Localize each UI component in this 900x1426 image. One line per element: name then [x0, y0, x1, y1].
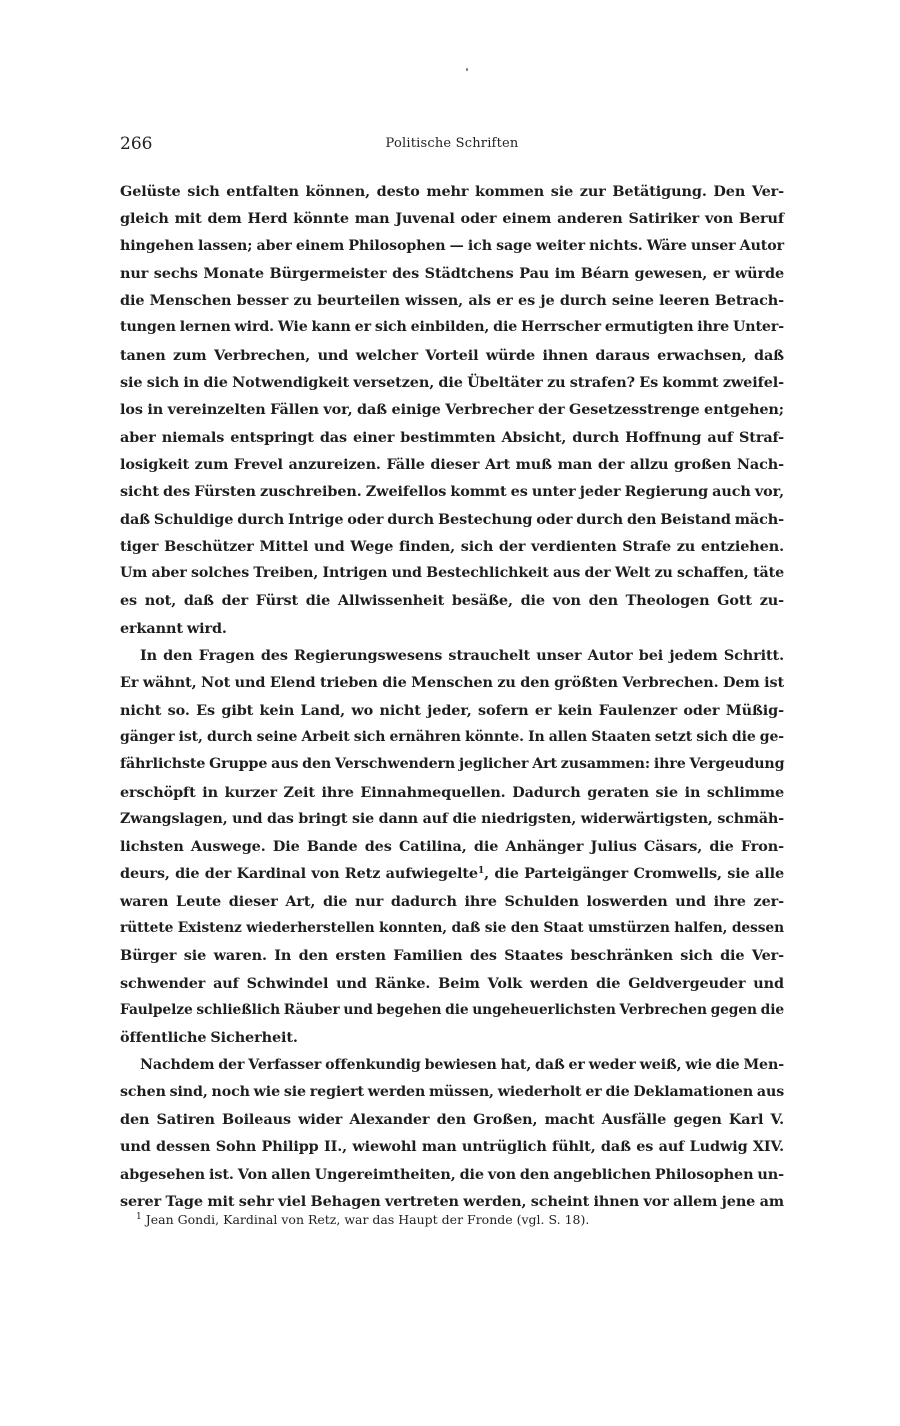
- text-line: losigkeit zum Frevel anzureizen. Fälle dieser Art muß man der allzu großen Nach-: [120, 455, 784, 473]
- text-line: In den Fragen des Regierungswesens strauchelt unser Autor bei jedem Schritt.: [140, 647, 784, 665]
- text-line: fährlichste Gruppe aus den Verschwendern jeglicher Art zusammen: ihre Vergeudung: [120, 756, 785, 773]
- text-line: gänger ist, durch seine Arbeit sich ernähren könnte. In allen Staaten setzt sich die ge-: [120, 728, 784, 745]
- text-line: Er wähnt, Not und Elend trieben die Menschen zu den größten Verbrechen. Dem ist: [120, 674, 784, 692]
- text-line-with-footnote: [120, 860, 784, 887]
- text-line: hingehen lassen; aber einem Philosophen — ich sage weiter nichts. Wäre unser Autor: [120, 237, 784, 254]
- text-line: Faulpelze schließlich Räuber und begehen die ungeheuerlichsten Verbrechen gegen die: [120, 1001, 785, 1018]
- footnote: [136, 1208, 776, 1232]
- text-line: erschöpft in kurzer Zeit ihre Einnahmequellen. Dadurch geraten sie in schlimme: [120, 783, 784, 801]
- text-line: es not, daß der Fürst die Allwissenheit besäße, die von den Theologen Gott zu-: [120, 592, 784, 610]
- text-segment: , die Parteigänger Cromwells, sie alle: [484, 865, 784, 883]
- paper-speck: [466, 68, 468, 71]
- running-title: Politische Schriften: [385, 136, 519, 151]
- text-line: tiger Beschützer Mittel und Wege finden, sich der verdienten Strafe zu entziehen.: [120, 537, 784, 555]
- paragraph-3: [120, 1052, 784, 1216]
- text-line: nur sechs Monate Bürgermeister des Städtchens Pau im Béarn gewesen, er würde: [120, 264, 784, 282]
- text-line: tanen zum Verbrechen, und welcher Vorteil würde ihnen daraus erwachsen, daß: [120, 346, 784, 364]
- text-line: den Satiren Boileaus wider Alexander den Großen, macht Ausfälle gegen Karl V.: [120, 1111, 784, 1129]
- text-line: sicht des Fürsten zuschreiben. Zweifellos kommt es unter jeder Regierung auch vor,: [120, 483, 784, 501]
- text-line: und dessen Sohn Philipp II., wiewohl man untrüglich fühlt, daß es auf Ludwig XIV.: [120, 1138, 784, 1156]
- page-header: [120, 132, 784, 156]
- text-line: rüttete Existenz wiederherstellen konnten, daß sie den Staat umstürzen halfen, dessen: [120, 920, 784, 937]
- text-line: öffentliche Sicherheit.: [120, 1029, 298, 1047]
- text-line: Um aber solches Treiben, Intrigen und Bestechlichkeit aus der Welt zu schaffen, täte: [120, 565, 784, 582]
- body-text: [120, 178, 784, 1215]
- text-line: gleich mit dem Herd könnte man Juvenal oder einem anderen Satiriker von Beruf: [120, 210, 784, 228]
- paragraph-2: [120, 642, 784, 1051]
- footnote-text: Jean Gondi, Kardinal von Retz, war das Haupt der Fronde (vgl. S. 18).: [145, 1212, 590, 1227]
- text-line: aber niemals entspringt das einer bestimmten Absicht, durch Hoffnung auf Straf-: [120, 428, 784, 446]
- text-line: daß Schuldige durch Intrige oder durch Bestechung oder durch den Beistand mäch-: [120, 510, 784, 528]
- paragraph-1: [120, 178, 784, 642]
- text-line: nicht so. Es gibt kein Land, wo nicht jeder, sofern er kein Faulenzer oder Müßig-: [120, 701, 784, 719]
- text-line: Gelüste sich entfalten können, desto mehr kommen sie zur Betätigung. Den Ver-: [120, 183, 784, 200]
- footnote-number: 1: [136, 1212, 142, 1222]
- text-line: abgesehen ist. Von allen Ungereimtheiten, die von den angeblichen Philosophen un-: [120, 1165, 784, 1183]
- text-line: waren Leute dieser Art, die nur dadurch ihre Schulden loswerden und ihre zer-: [120, 892, 784, 910]
- page-number: 266: [120, 134, 153, 154]
- text-line: sie sich in die Notwendigkeit versetzen, die Übeltäter zu strafen? Es kommt zweifel-: [120, 374, 784, 392]
- text-line: die Menschen besser zu beurteilen wissen, als er es je durch seine leeren Betrach-: [120, 292, 784, 310]
- text-line: schwender auf Schwindel und Ränke. Beim Volk werden die Geldvergeuder und: [120, 974, 784, 992]
- text-line: Bürger sie waren. In den ersten Familien des Staates beschränken sich die Ver-: [120, 947, 784, 965]
- text-line: Zwangslagen, und das bringt sie dann auf die niedrigsten, widerwärtigsten, schmäh-: [120, 810, 784, 827]
- text-line: erkannt wird.: [120, 619, 227, 637]
- text-segment: deurs, die der Kardinal von Retz aufwiegelte: [120, 865, 478, 883]
- text-line: los in vereinzelten Fällen vor, daß einige Verbrecher der Gesetzesstrenge entgehen;: [120, 401, 784, 419]
- text-line: Nachdem der Verfasser offenkundig bewiesen hat, daß er weder weiß, wie die Men-: [140, 1056, 784, 1073]
- text-line: tungen lernen wird. Wie kann er sich einbilden, die Herrscher ermutigten ihre Unter-: [120, 319, 784, 336]
- text-line: serer Tage mit sehr viel Behagen vertreten werden, scheint ihnen vor allem jene am: [120, 1192, 784, 1210]
- footnote-marker: 1: [478, 866, 485, 877]
- text-line: schen sind, noch wie sie regiert werden müssen, wiederholt er die Deklamationen aus: [120, 1083, 785, 1100]
- text-line: lichsten Auswege. Die Bande des Catilina, die Anhänger Julius Cäsars, die Fron-: [120, 838, 784, 856]
